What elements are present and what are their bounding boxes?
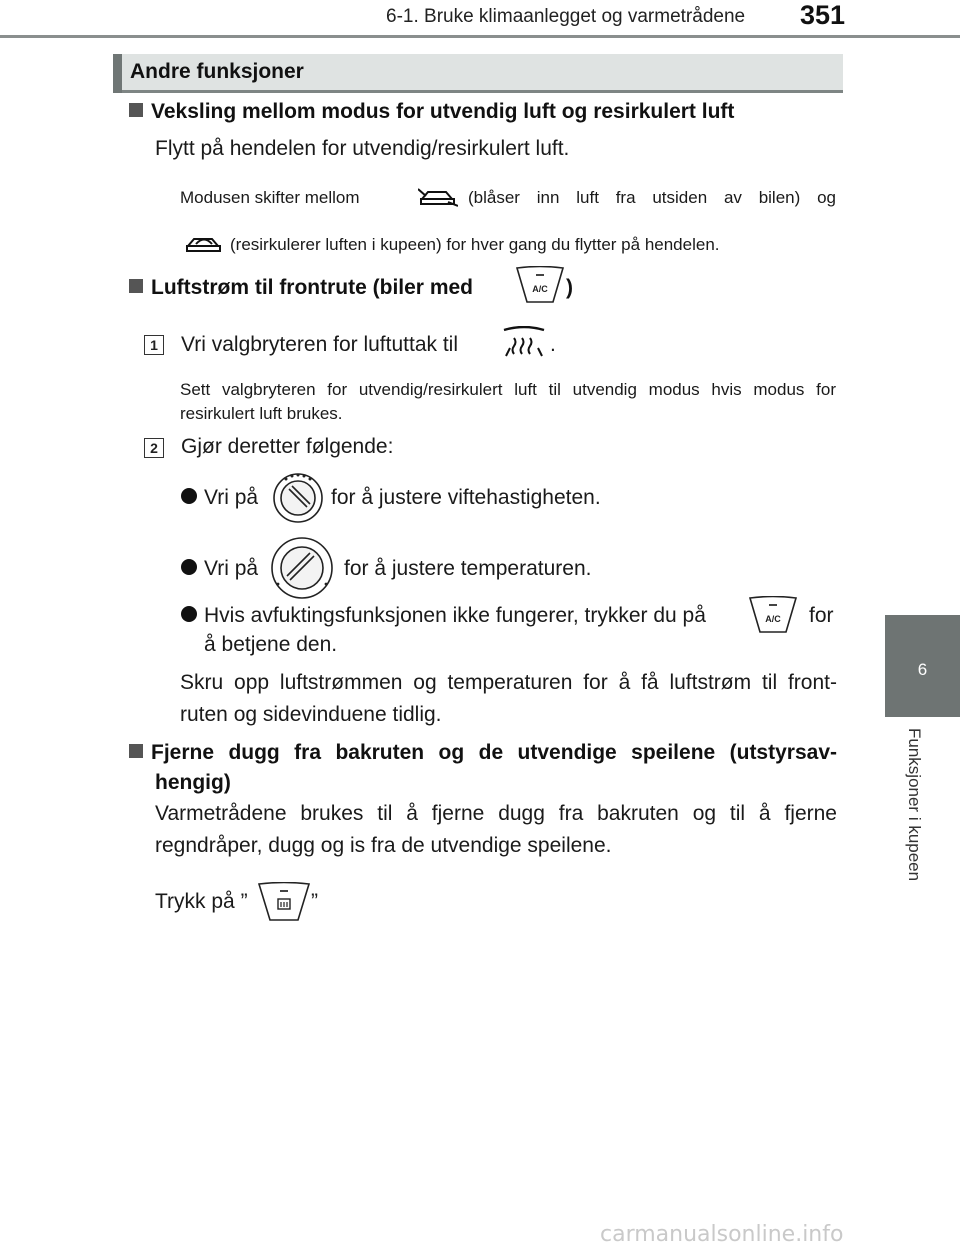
bullet-temperature: [181, 557, 258, 581]
header-rule: [0, 35, 960, 38]
bullet-dehumidify: [181, 604, 706, 628]
temperature-dial-icon: [270, 532, 334, 604]
mode-switch-heading-text: Veksling mellom modus for utvendig luft og resirkulert luft: [151, 100, 735, 123]
mode-note-line2: (resirkulerer luften i kupeen) for hver gang du flytter på hendelen.: [230, 235, 720, 254]
windshield-tip: [180, 667, 837, 731]
bullet-dehumidify-a: Hvis avfuktingsfunksjonen ikke fungerer, trykker du på: [204, 604, 706, 627]
mode-switch-heading: [129, 100, 734, 124]
bullet-temperature-a: Vri på: [204, 557, 259, 580]
bullet-fan-speed: [181, 486, 258, 510]
watermark: carmanualsonline.info: [600, 1222, 844, 1247]
square-bullet-icon: [129, 744, 143, 758]
step2-text: Gjør deretter følgende:: [181, 435, 394, 458]
page-number: 351: [800, 0, 846, 30]
section-title: Andre funksjoner: [130, 60, 304, 83]
step1-period: .: [550, 333, 556, 356]
defogger-body: [155, 798, 837, 862]
chapter-number: 6: [917, 660, 928, 679]
mode-note-part2-text: (blåser inn luft fra utsiden av bilen) og: [468, 188, 836, 207]
step-number: 1: [144, 335, 164, 355]
bullet-fan-speed-b: for å justere viftehastigheten.: [331, 486, 601, 509]
square-bullet-icon: [129, 279, 143, 293]
step1-text: Vri valgbryteren for luftuttak til: [181, 333, 458, 356]
square-bullet-icon: [129, 103, 143, 117]
windshield-tip-line1: Skru opp luftstrømmen og temperaturen for å få luftstrøm til front-: [180, 671, 837, 694]
windshield-defrost-icon: [502, 326, 546, 360]
chapter-label: Funksjoner i kupeen: [905, 728, 924, 882]
fan-speed-dial-icon: [272, 469, 324, 525]
outside-air-icon: [418, 186, 458, 208]
windshield-heading: [129, 276, 473, 300]
bullet-temperature-b: for å justere temperaturen.: [344, 557, 592, 580]
defogger-heading-line1: Fjerne dugg fra bakruten og de utvendige speilene (utstyrsav-: [151, 741, 837, 764]
mode-switch-body: Flytt på hendelen for utvendig/resirkulert luft.: [155, 137, 570, 160]
ac-button-icon: [748, 596, 798, 634]
mode-note-part1: Modusen skifter mellom: [180, 188, 360, 207]
ac-label: A/C: [532, 284, 548, 294]
defogger-body-line1: Varmetrådene brukes til å fjerne dugg fra bakruten og til å fjerne: [155, 802, 837, 825]
windshield-heading-close: ): [566, 276, 573, 299]
recirculated-air-icon: [184, 233, 224, 255]
bullet-dehumidify-c: å betjene den.: [204, 633, 338, 656]
step1-note: [180, 378, 836, 426]
mode-note-part2: [468, 186, 836, 210]
header-title: 6-1. Bruke klimaanlegget og varmetrådene: [386, 6, 746, 27]
ac-button-icon: [515, 266, 565, 304]
defogger-heading: [129, 738, 837, 798]
defogger-press-a: Trykk på ”: [155, 890, 248, 913]
bullet-fan-speed-a: Vri på: [204, 486, 259, 509]
ac-label: A/C: [765, 614, 781, 624]
defogger-press-b: ”: [311, 890, 318, 913]
windshield-heading-text: Luftstrøm til frontrute (biler med: [151, 276, 473, 299]
step1-note-text: Sett valgbryteren for utvendig/resirkulert luft til utvendig modus hvis modus for resirkulert luft brukes.: [180, 380, 836, 423]
section-header-marker: [113, 54, 122, 93]
defogger-body-line2: regndråper, dugg og is fra de utvendige speilene.: [155, 834, 612, 857]
bullet-dot-icon: [181, 606, 197, 622]
rear-defogger-button-icon: [257, 882, 311, 922]
bullet-dehumidify-b: for: [809, 604, 834, 627]
windshield-tip-line2: ruten og sidevinduene tidlig.: [180, 703, 442, 726]
step-number: 2: [144, 438, 164, 458]
bullet-dot-icon: [181, 488, 197, 504]
defogger-heading-line2: hengig): [155, 771, 231, 794]
bullet-dot-icon: [181, 559, 197, 575]
